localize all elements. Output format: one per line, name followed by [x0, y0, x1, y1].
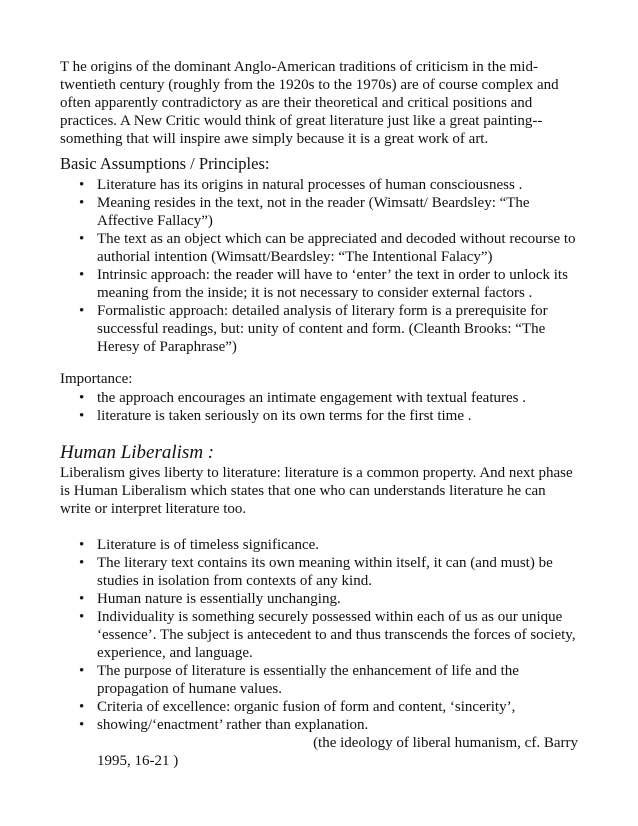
- importance-list: [60, 389, 578, 425]
- list-item: • Intrinsic approach: the reader will have to ‘enter’ the text in order to unlock its meaning from the inside; it is not necessary to consider external factors .: [60, 266, 578, 302]
- list-item: • literature is taken seriously on its own terms for the first time .: [60, 407, 578, 425]
- list-item: • Criteria of excellence: organic fusion of form and content, ‘sincerity’,: [60, 698, 578, 716]
- list-item: • the approach encourages an intimate engagement with textual features .: [60, 389, 578, 407]
- liberalism-list: [60, 536, 578, 734]
- list-item: • Individuality is something securely possessed within each of us as our unique ‘essence’. The subject is antecedent to and thus transcends the forces of society, experience, and language.: [60, 608, 578, 662]
- list-item: • Meaning resides in the text, not in the reader (Wimsatt/ Beardsley: “The Affective Fallacy”): [60, 194, 578, 230]
- liberalism-paragraph: Liberalism gives liberty to literature: literature is a common property. And next phase is Human Liberalism which states that one who can understands literature he can write or interpret literature too.: [60, 465, 573, 517]
- list-item: • Formalistic approach: detailed analysis of literary form is a prerequisite for successful readings, but: unity of content and form. (Cleanth Brooks: “The Heresy of Paraphrase”): [60, 302, 578, 356]
- importance-heading: Importance:: [60, 371, 133, 387]
- list-item: • The purpose of literature is essentially the enhancement of life and the propagation of humane values.: [60, 662, 578, 698]
- assumptions-list: [60, 176, 578, 356]
- list-item: • showing/‘enactment’ rather than explanation.: [60, 716, 578, 734]
- citation-line-1: (the ideology of liberal humanism, cf. Barry: [313, 735, 578, 751]
- list-item: • Human nature is essentially unchanging.: [60, 590, 578, 608]
- list-item: • The text as an object which can be appreciated and decoded without recourse to authorial intention (Wimsatt/Beardsley: “The Intentional Falacy”): [60, 230, 578, 266]
- list-item: • Literature is of timeless significance.: [60, 536, 578, 554]
- liberalism-heading: Human Liberalism :: [60, 442, 215, 463]
- citation-line-2: 1995, 16-21 ): [97, 753, 179, 769]
- intro-paragraph: T he origins of the dominant Anglo-American traditions of criticism in the mid-twentieth century (roughly from the 1920s to the 1970s) are of course complex and often apparently contradictory as are their theoretical and critical positions and practices. A New Critic would think of great literature just like a great painting--something that will inspire awe simply because it is a great work of art.: [60, 59, 559, 147]
- assumptions-heading: Basic Assumptions / Principles:: [60, 154, 270, 173]
- list-item: • Literature has its origins in natural processes of human consciousness .: [60, 176, 578, 194]
- list-item: • The literary text contains its own meaning within itself, it can (and must) be studies in isolation from contexts of any kind.: [60, 554, 578, 590]
